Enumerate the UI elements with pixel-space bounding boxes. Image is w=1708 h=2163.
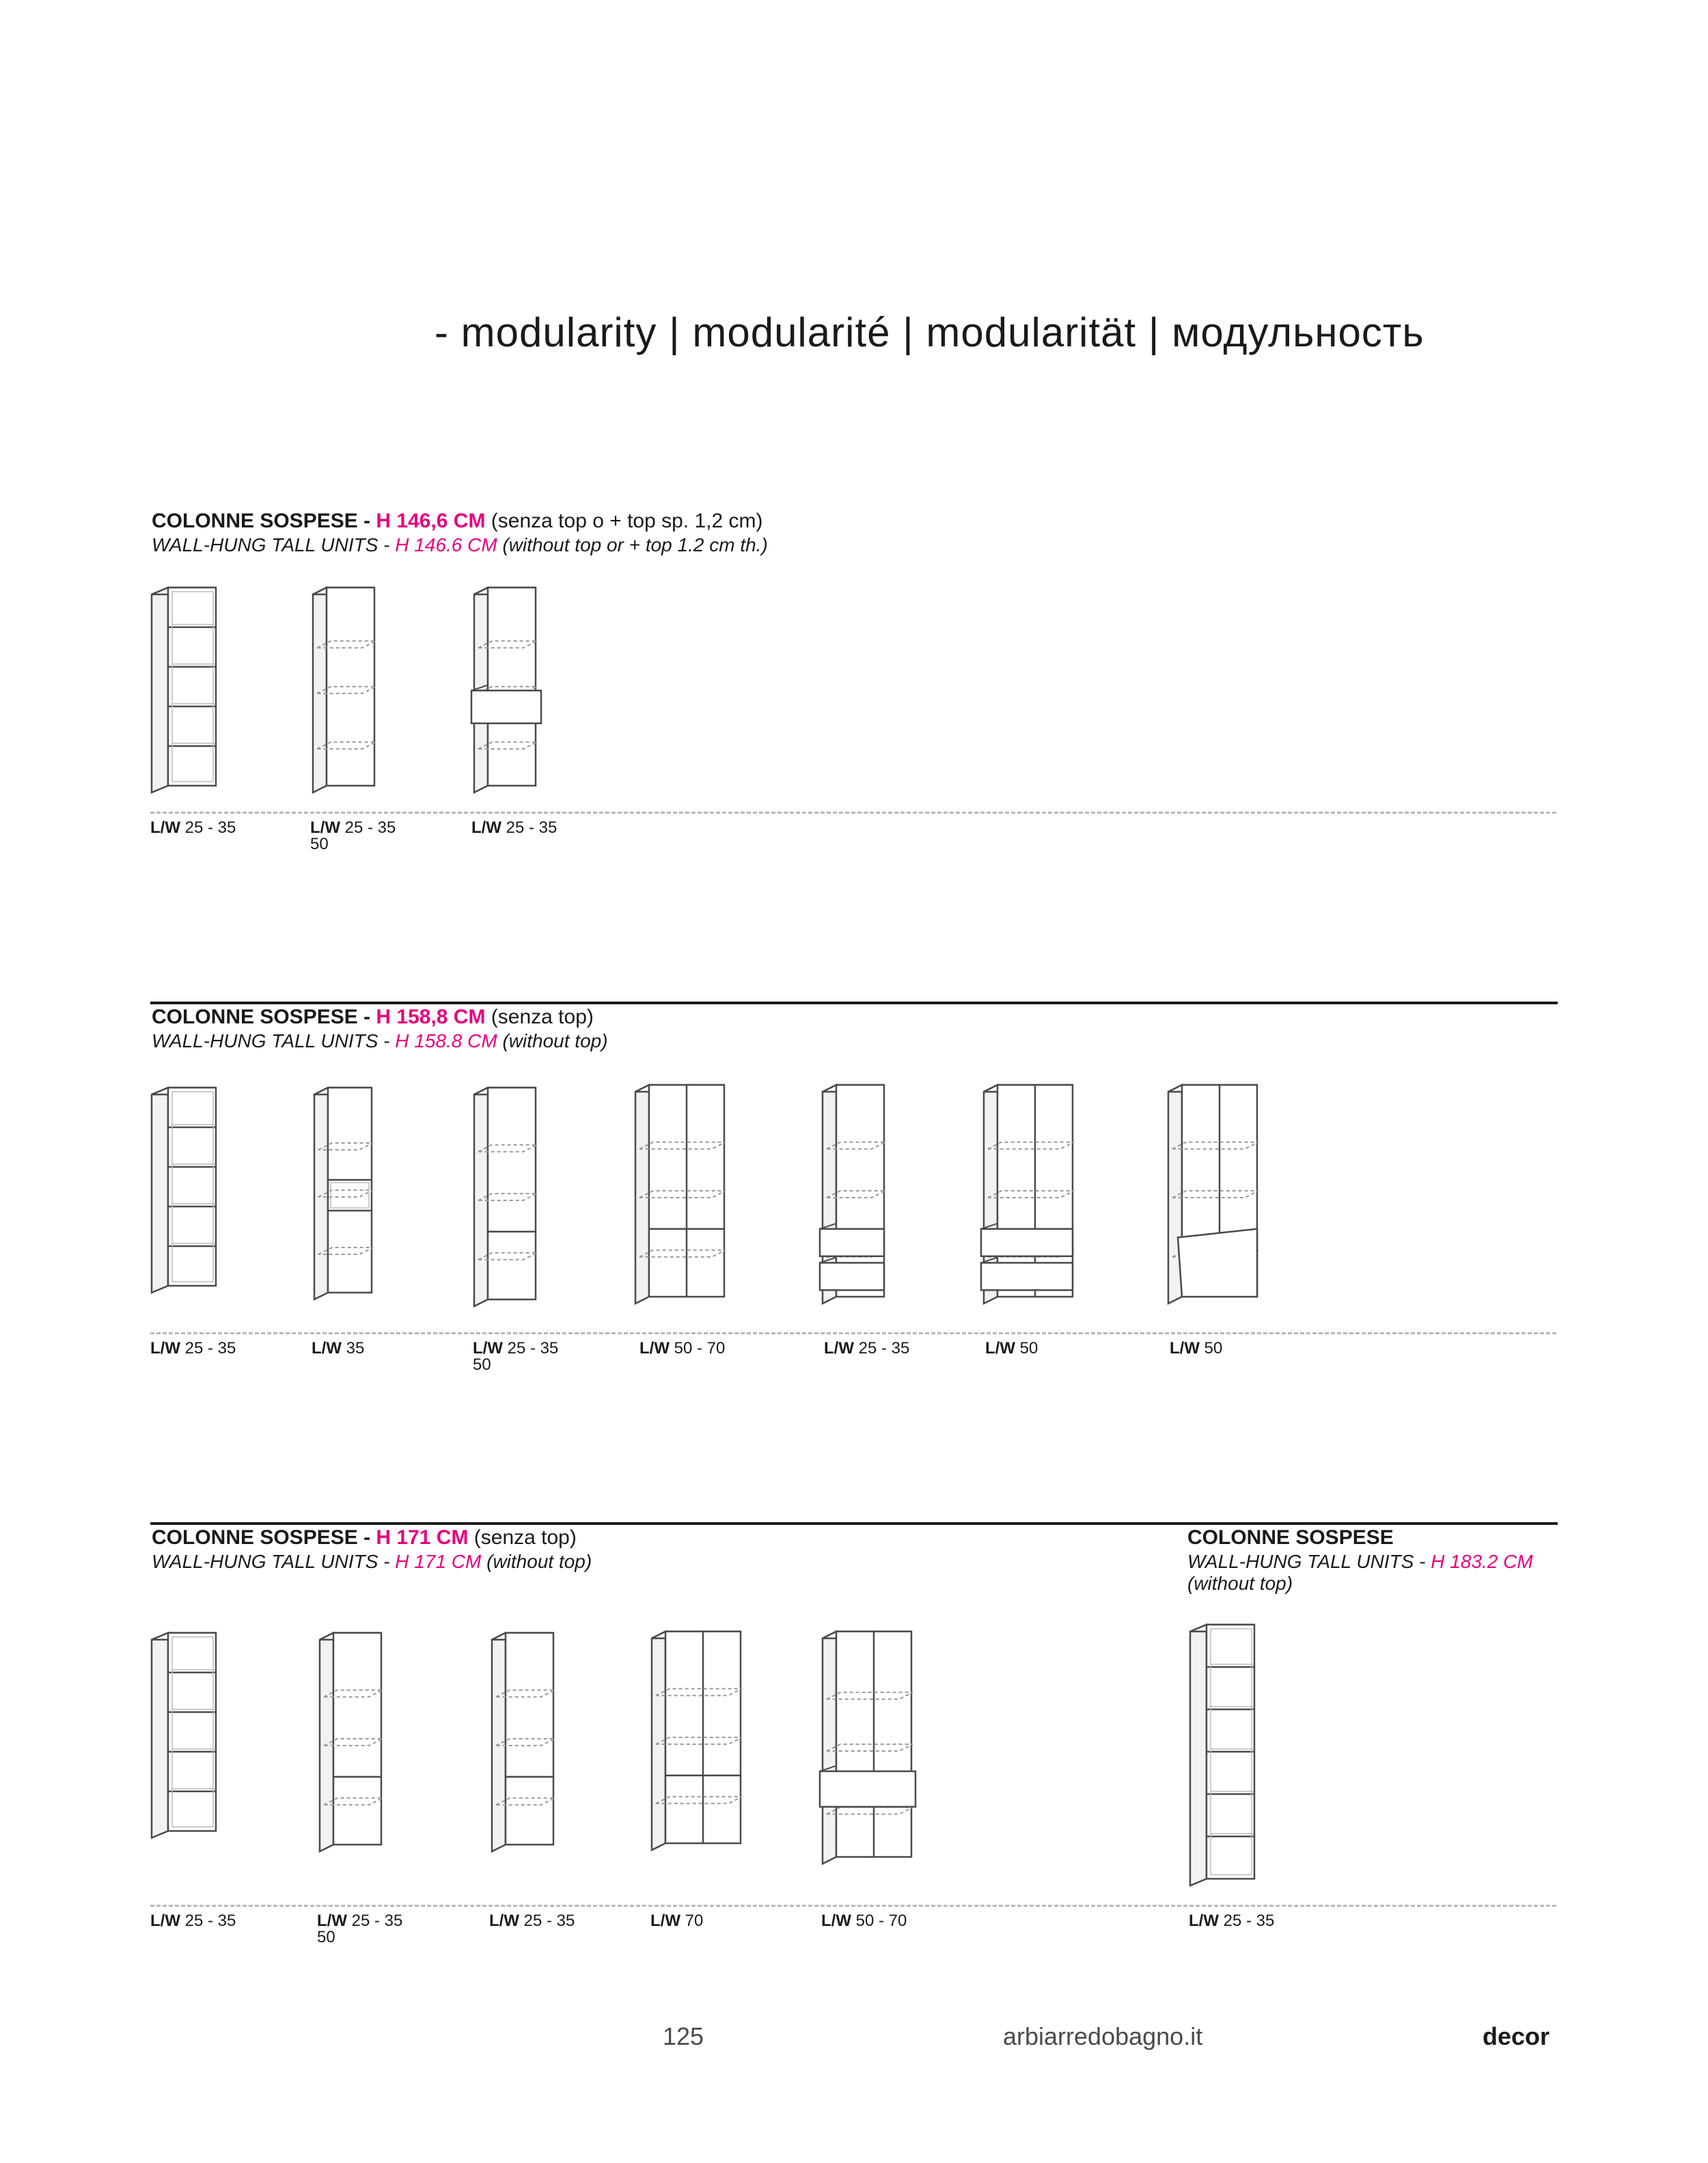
cabinet-illustration — [312, 1086, 376, 1305]
dimension-label: L/W 70 — [650, 1912, 704, 1930]
website-link[interactable]: arbiarredobagno.it — [1003, 2022, 1203, 2050]
dimension-label: L/W 35 — [312, 1339, 365, 1358]
unit-drawing — [489, 1631, 557, 1857]
dimension-label: L/W 25 - 35 — [824, 1339, 910, 1358]
dimension-label: L/W 50 — [985, 1339, 1038, 1358]
unit-drawing — [1187, 1623, 1258, 1891]
dashed-divider — [150, 1332, 1556, 1334]
unit-drawing — [149, 1086, 220, 1298]
cabinet-illustration — [820, 1084, 888, 1309]
dimension-label: L/W 25 - 35 — [471, 818, 557, 837]
unit-drawing — [981, 1084, 1077, 1309]
dimension-label: L/W 50 - 70 — [821, 1912, 907, 1930]
cabinet-illustration — [471, 1086, 540, 1312]
cabinet-illustration — [1187, 1623, 1258, 1891]
page-header-title: - modularity | modularité | modularität | модульность — [435, 309, 1424, 355]
section-title-en: WALL-HUNG TALL UNITS - H 146.6 CM (without top or + top 1.2 cm th.) — [152, 534, 768, 555]
section-title-it: COLONNE SOSPESE - H 146,6 CM (senza top o + top sp. 1,2 cm) — [152, 510, 763, 532]
unit-drawing — [471, 1086, 540, 1312]
dimension-label: L/W 25 - 35 50 — [473, 1339, 559, 1374]
section-title-it: COLONNE SOSPESE — [1187, 1526, 1394, 1549]
cabinet-illustration — [649, 1630, 745, 1856]
unit-drawing — [633, 1084, 728, 1309]
section-rule — [150, 1002, 1558, 1004]
cabinet-illustration — [149, 1086, 220, 1298]
collection-name: decor — [1483, 2022, 1550, 2050]
unit-drawing — [820, 1630, 915, 1869]
cabinet-illustration — [633, 1084, 728, 1309]
cabinet-illustration — [1166, 1084, 1261, 1309]
page-number: 125 — [663, 2022, 704, 2050]
dimension-label: L/W 25 - 35 50 — [317, 1912, 403, 1946]
cabinet-illustration — [149, 1631, 220, 1843]
unit-drawing — [820, 1084, 888, 1309]
dimension-label: L/W 25 - 35 — [150, 1912, 236, 1930]
unit-drawing — [149, 1631, 220, 1843]
unit-drawing — [310, 586, 378, 798]
cabinet-illustration — [471, 586, 540, 798]
dashed-divider — [150, 1905, 1556, 1907]
unit-drawing — [312, 1086, 376, 1305]
cabinet-illustration — [981, 1084, 1077, 1309]
dimension-label: L/W 25 - 35 — [150, 818, 236, 837]
section-title-en: WALL-HUNG TALL UNITS - H 171 CM (without top) — [152, 1551, 592, 1572]
unit-drawing — [471, 586, 540, 798]
dashed-divider — [150, 812, 1556, 814]
dimension-label: L/W 25 - 35 — [1189, 1912, 1275, 1930]
section-title-en: WALL-HUNG TALL UNITS - H 158.8 CM (without top) — [152, 1030, 608, 1051]
dimension-label: L/W 25 - 35 — [489, 1912, 575, 1930]
cabinet-illustration — [310, 586, 378, 798]
unit-drawing — [649, 1630, 745, 1856]
section-title-it: COLONNE SOSPESE - H 158,8 CM (senza top) — [152, 1006, 594, 1028]
dimension-label: L/W 50 — [1170, 1339, 1223, 1358]
section-rule — [150, 1522, 1558, 1525]
section-title-en-note: (without top) — [1187, 1573, 1293, 1594]
dimension-label: L/W 25 - 35 50 — [310, 818, 396, 853]
cabinet-illustration — [317, 1631, 385, 1857]
dimension-label: L/W 50 - 70 — [639, 1339, 726, 1358]
unit-drawing — [1166, 1084, 1261, 1309]
cabinet-illustration — [489, 1631, 557, 1857]
unit-drawing — [317, 1631, 385, 1857]
dimension-label: L/W 25 - 35 — [150, 1339, 236, 1358]
cabinet-illustration — [149, 586, 220, 798]
section-title-it: COLONNE SOSPESE - H 171 CM (senza top) — [152, 1526, 577, 1549]
cabinet-illustration — [820, 1630, 915, 1869]
unit-drawing — [149, 586, 220, 798]
section-title-en: WALL-HUNG TALL UNITS - H 183.2 CM — [1187, 1551, 1533, 1572]
